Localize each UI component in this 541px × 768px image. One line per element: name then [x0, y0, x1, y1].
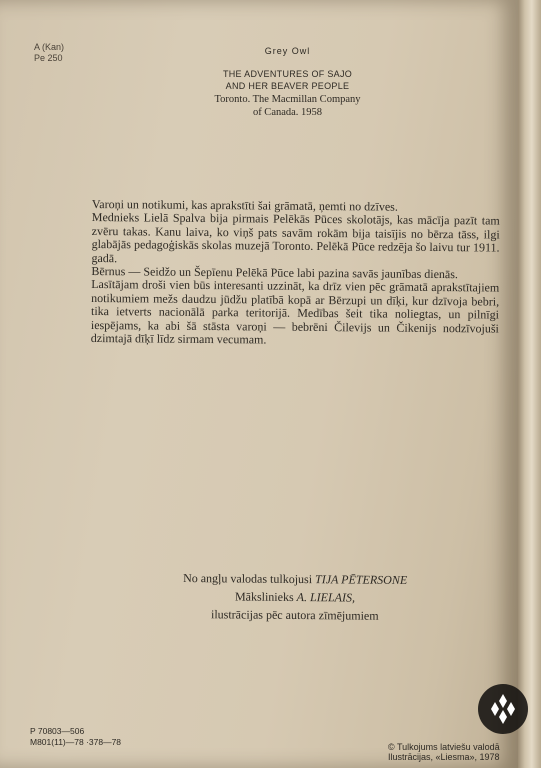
illustrations-credit: ilustrācijas pēc autora zīmējumiem: [210, 607, 379, 623]
credits: [150, 569, 440, 626]
copyright-line2: Ilustrācijas, «Liesma», 1978: [388, 752, 500, 762]
gem-logo-icon: [478, 684, 528, 734]
page-edge: [518, 0, 541, 768]
foreword-paragraph: Lasītājam droši vien būs interesanti uzzināt, ka drīz vien pēc grāmatā aprakstītajiem notikumiem mežs daudzu jūdžu platībā kopā ar Bērzupi un dīķi, kur dzīvoja bebri, tika ietverts nacionālā parka teritorijā. Medības šeit tika noliegtas, un pilnīgi iespējams, ka abi šā stāsta varoņi — bebrēni Čilevijs un Čikenijs nodzīvojuši dzimtajā dīķī līdz sirmam vecumam.: [90, 277, 500, 347]
library-code-line2: Pe 250: [34, 53, 63, 63]
translator-name: TIJA PĒTERSONE: [315, 572, 408, 587]
original-title-line2: AND HER BEAVER PEOPLE: [225, 81, 350, 91]
original-author: Grey Owl: [264, 46, 311, 56]
copyright-notice: [388, 742, 500, 762]
translator-prefix: No angļu valodas tulkojusi: [183, 571, 313, 587]
foreword-paragraph: Mednieks Lielā Spalva bija pirmais Pelēkās Pūces skolotājs, kas mācīja pazīt tam zvēru takas. Kanu laiva, ko viņš pats savām rokām bija taisījis no bērza tāss, ilgi glabājās pedagoģiskās skolas muzejā Toronto. Pelēkā Pūce redzēja šo laivu tur 1911. gadā.: [91, 210, 500, 265]
foreword-paragraph: Varoņi un notikumi, kas aprakstīti šai grāmatā, ņemti no dzīves.: [91, 197, 398, 214]
artist-name: A. LIELAIS,: [296, 590, 356, 605]
foreword-paragraph: Bērnus — Seidžo un Šepīenu Pelēkā Pūce labi pazina savās jaunības dienās.: [91, 264, 458, 282]
original-edition-header: [170, 46, 405, 118]
original-publisher-line1: Toronto. The Macmillan Company: [214, 94, 361, 105]
original-publisher-line2: of Canada. 1958: [252, 107, 323, 118]
translator-credit: [150, 569, 440, 590]
artist-prefix: Mākslinieks: [234, 589, 294, 604]
original-title-line1: THE ADVENTURES OF SAJO: [222, 69, 353, 79]
print-code: [30, 726, 121, 748]
foreword-text: [91, 198, 500, 349]
print-code-line2: M801(11)—78 ·378—78: [30, 737, 122, 747]
copyright-line1: © Tulkojums latviešu valodā: [388, 742, 500, 752]
library-code: [34, 42, 64, 64]
print-code-line1: P 70803—506: [30, 726, 85, 736]
library-code-line1: A (Kan): [34, 42, 65, 52]
